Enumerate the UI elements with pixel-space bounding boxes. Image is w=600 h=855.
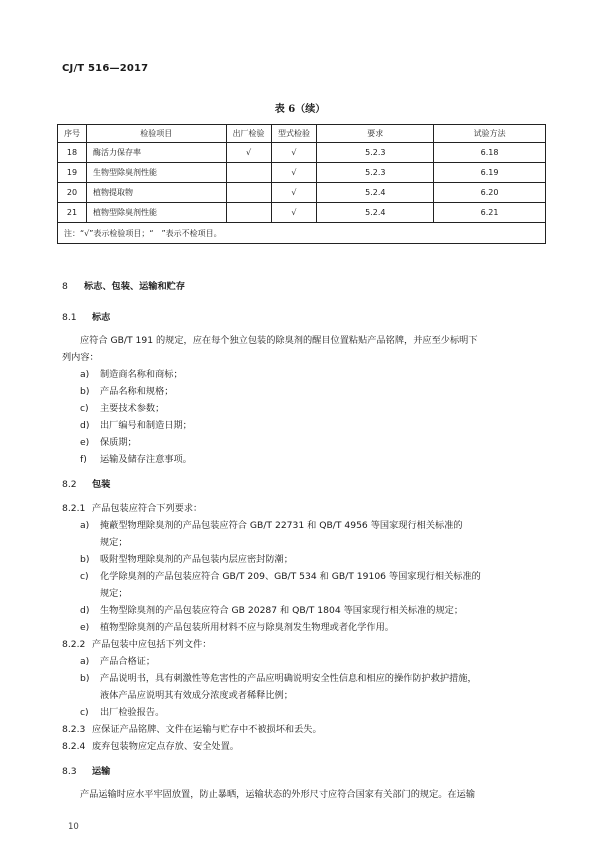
list-label: d) — [80, 420, 90, 431]
list-text: 吸附型物理除臭剂的产品包装内层应密封防潮； — [100, 554, 293, 565]
list-item — [80, 670, 477, 684]
table-cell: 6.18 — [434, 143, 546, 163]
section-number: 8.2.2 — [62, 639, 86, 650]
subsection-8-2-3 — [62, 721, 322, 735]
table-cell: 18 — [58, 143, 87, 163]
section-number: 8.2.4 — [62, 741, 86, 752]
subsection-text: 废弃包装物应定点存放、安全处置。 — [92, 741, 239, 752]
list-item — [80, 704, 164, 718]
table-cell: 植物型除臭剂性能 — [86, 203, 226, 223]
paragraph-line: 产品运输时应水平牢固放置，防止暴晒，运输状态的外形尺寸应符合国家有关部门的规定。在运输 — [80, 789, 476, 800]
list-text: 产品说明书，具有刺激性等危害性的产品应明确说明安全性信息和相应的操作防护救护措施， — [100, 673, 477, 684]
col-header: 试验方法 — [434, 125, 546, 143]
table-row — [58, 203, 546, 223]
table-cell: 5.2.3 — [317, 143, 434, 163]
table-cell: 5.2.3 — [317, 163, 434, 183]
list-text: 主要技术参数； — [100, 403, 165, 414]
table-cell — [226, 203, 271, 223]
section-8-2-heading — [62, 476, 110, 490]
table-cell: 19 — [58, 163, 87, 183]
subsection-text: 产品包装中应包括下列文件： — [92, 639, 212, 650]
list-label: e) — [80, 437, 90, 448]
col-header: 检验项目 — [86, 125, 226, 143]
section-number: 8.1 — [62, 312, 77, 323]
subsection-8-2-2 — [62, 636, 211, 650]
list-item-continuation: 规定； — [100, 588, 128, 599]
list-label: f) — [80, 454, 87, 465]
section-number: 8.2 — [62, 479, 77, 490]
list-label: d) — [80, 605, 90, 616]
section-8-3-heading — [62, 763, 110, 777]
list-label: e) — [80, 622, 90, 633]
list-item — [80, 619, 394, 633]
col-header: 型式检验 — [271, 125, 317, 143]
list-text: 产品合格证； — [100, 656, 156, 667]
table-row — [58, 183, 546, 203]
standard-code: CJ/T 516—2017 — [62, 63, 149, 74]
list-item — [80, 517, 463, 531]
section-8-heading — [62, 278, 185, 292]
subsection-text: 应保证产品铭牌、文件在运输与贮存中不被损坏和丢失。 — [92, 724, 322, 735]
subsection-8-2-4 — [62, 738, 239, 752]
list-text: 植物型除臭剂的产品包装所用材料不应与除臭剂发生物理或者化学作用。 — [100, 622, 394, 633]
section-title: 包装 — [92, 479, 111, 490]
section-number: 8.3 — [62, 766, 77, 777]
inspection-table — [57, 124, 546, 244]
subsection-8-2-1 — [62, 500, 202, 514]
list-text: 出厂检验报告。 — [100, 707, 165, 718]
list-text: 生物型除臭剂的产品包装应符合 GB 20287 和 QB/T 1804 等国家现行相关标准的规定； — [100, 605, 464, 616]
list-item — [80, 434, 137, 448]
table-cell: 5.2.4 — [317, 203, 434, 223]
col-header: 要求 — [317, 125, 434, 143]
list-label: a) — [80, 656, 90, 667]
table-cell: 6.21 — [434, 203, 546, 223]
subsection-text: 产品包装应符合下列要求： — [92, 503, 203, 514]
section-8-1-heading — [62, 309, 110, 323]
table-cell: 生物型除臭剂性能 — [86, 163, 226, 183]
list-label: a) — [80, 520, 90, 531]
table-note-row — [58, 223, 546, 244]
table-row — [58, 163, 546, 183]
list-item-continuation: 液体产品应说明其有效成分浓度或者稀释比例； — [100, 690, 293, 701]
list-label: b) — [80, 673, 90, 684]
list-item — [80, 383, 174, 397]
table-cell: 6.20 — [434, 183, 546, 203]
list-text: 产品名称和规格； — [100, 386, 174, 397]
list-text: 掩蔽型物理除臭剂的产品包装应符合 GB/T 22731 和 QB/T 4956 等国家现行相关标准的 — [100, 520, 463, 531]
table-cell — [226, 183, 271, 203]
list-label: a) — [80, 369, 90, 380]
col-header: 出厂检验 — [226, 125, 271, 143]
list-item — [80, 602, 463, 616]
table-cell: 20 — [58, 183, 87, 203]
list-text: 保质期； — [100, 437, 137, 448]
list-text: 出厂编号和制造日期； — [100, 420, 192, 431]
paragraph-line: 列内容： — [62, 352, 99, 363]
section-title: 运输 — [92, 766, 111, 777]
list-text: 化学除臭剂的产品包装应符合 GB/T 209、GB/T 534 和 GB/T 19106 等国家现行相关标准的 — [100, 571, 481, 582]
section-title: 标志、包装、运输和贮存 — [84, 281, 186, 292]
table-cell: √ — [271, 143, 317, 163]
list-label: c) — [80, 571, 89, 582]
table-row — [58, 143, 546, 163]
table-header-row — [58, 125, 546, 143]
table-title: 表 6（续） — [274, 104, 326, 115]
list-item — [80, 451, 192, 465]
list-item — [80, 400, 164, 414]
table-cell: √ — [271, 203, 317, 223]
list-item — [80, 653, 155, 667]
section-number: 8.2.3 — [62, 724, 86, 735]
table-cell: 6.19 — [434, 163, 546, 183]
list-item — [80, 568, 481, 582]
table-cell: √ — [271, 183, 317, 203]
section-number: 8 — [62, 281, 68, 292]
list-label: b) — [80, 386, 90, 397]
list-label: c) — [80, 403, 89, 414]
table-cell: 21 — [58, 203, 87, 223]
list-item-continuation: 规定； — [100, 537, 128, 548]
paragraph-line: 应符合 GB/T 191 的规定，应在每个独立包装的除臭剂的醒目位置粘贴产品铭牌，并应至少标明下 — [80, 335, 478, 346]
table-cell — [226, 163, 271, 183]
list-item — [80, 551, 293, 565]
list-item — [80, 366, 183, 380]
section-number: 8.2.1 — [62, 503, 86, 514]
table-cell: √ — [226, 143, 271, 163]
list-text: 制造商名称和商标； — [100, 369, 183, 380]
col-header: 序号 — [58, 125, 87, 143]
table-cell: 5.2.4 — [317, 183, 434, 203]
table-cell: 植物提取物 — [86, 183, 226, 203]
table-cell: 酶活力保存率 — [86, 143, 226, 163]
list-label: c) — [80, 707, 89, 718]
list-label: b) — [80, 554, 90, 565]
list-item — [80, 417, 192, 431]
page-number: 10 — [68, 822, 79, 832]
table-cell: √ — [271, 163, 317, 183]
list-text: 运输及储存注意事项。 — [100, 454, 192, 465]
section-title: 标志 — [92, 312, 111, 323]
table-note: 注：“√”表示检验项目；“ ”表示不检项目。 — [58, 223, 546, 244]
